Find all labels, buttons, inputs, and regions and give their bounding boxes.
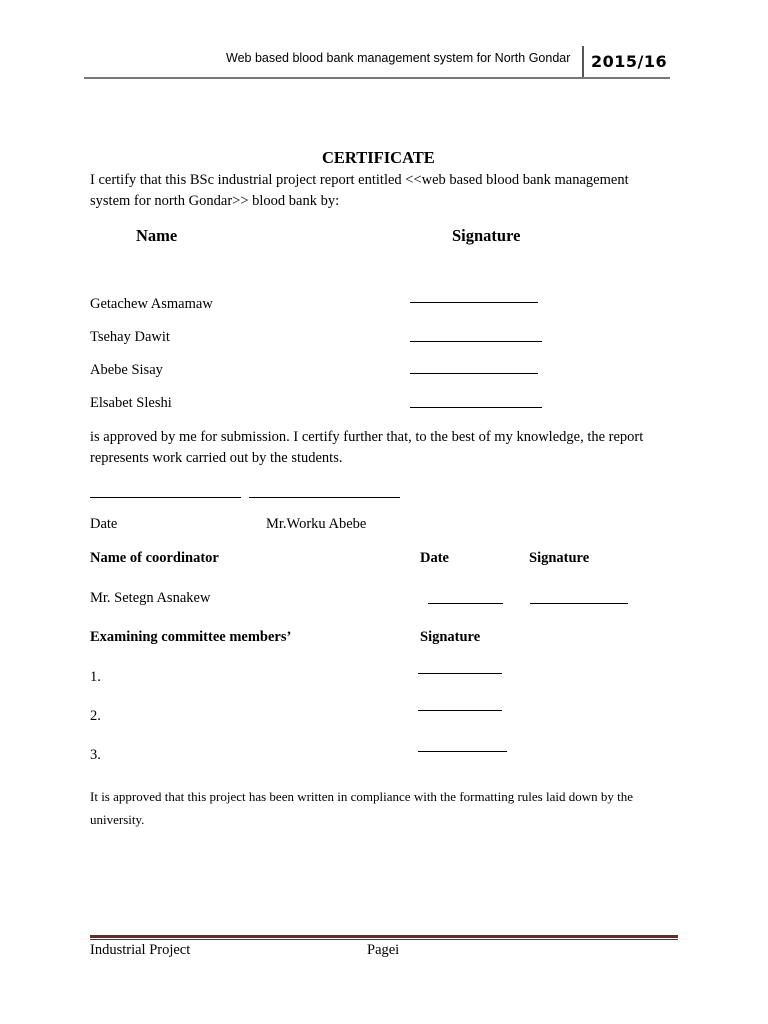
header-title: Web based blood bank management system for North Gondar [226, 51, 571, 65]
header-rule [84, 77, 670, 79]
student-name: Tsehay Dawit [90, 329, 170, 345]
approval-line-1: is approved by me for submission. I certify further that, to the best of my knowledge, the report [90, 429, 644, 445]
committee-signature-line [418, 710, 502, 711]
student-name: Getachew Asmamaw [90, 296, 213, 312]
coordinator-date-label: Date [420, 550, 449, 566]
formatting-note-line-1: It is approved that this project has been written in compliance with the formatting rules laid down by the [90, 789, 633, 804]
signature-column-header: Signature [452, 226, 521, 245]
date-signature-line [90, 497, 241, 498]
coordinator-signature-line [530, 603, 628, 604]
intro-line-2: system for north Gondar>> blood bank by: [90, 193, 340, 209]
date-label: Date [90, 516, 118, 532]
coordinator-name: Mr. Setegn Asnakew [90, 590, 211, 606]
committee-member-number: 1. [90, 669, 101, 685]
header-divider [582, 46, 584, 78]
name-column-header: Name [136, 226, 178, 245]
formatting-note-line-2: university. [90, 812, 145, 827]
approval-line-2: represents work carried out by the students. [90, 450, 343, 466]
student-name: Elsabet Sleshi [90, 395, 172, 411]
certificate-heading: CERTIFICATE [322, 148, 435, 167]
header-year: 2015/16 [591, 52, 668, 71]
committee-member-number: 3. [90, 747, 101, 763]
signature-line [410, 302, 538, 303]
footer-rule-thick [90, 935, 678, 938]
committee-label: Examining committee members’ [90, 629, 292, 645]
signature-line [410, 407, 542, 408]
committee-signature-line [418, 751, 507, 752]
footer-rule-thin [90, 939, 678, 940]
signature-line [410, 341, 542, 342]
student-name: Abebe Sisay [90, 362, 163, 378]
coordinator-signature-label: Signature [529, 550, 590, 566]
footer-page-number: Pagei [367, 942, 400, 958]
intro-line-1: I certify that this BSc industrial project report entitled <<web based blood bank management [90, 172, 629, 188]
committee-signature-label: Signature [420, 629, 481, 645]
committee-signature-line [418, 673, 502, 674]
signature-line [410, 373, 538, 374]
advisor-signature-line [249, 497, 400, 498]
coordinator-date-line [428, 603, 503, 604]
committee-member-number: 2. [90, 708, 101, 724]
advisor-name: Mr.Worku Abebe [266, 516, 367, 532]
footer-left-text: Industrial Project [90, 942, 191, 958]
coordinator-label: Name of coordinator [90, 550, 219, 566]
